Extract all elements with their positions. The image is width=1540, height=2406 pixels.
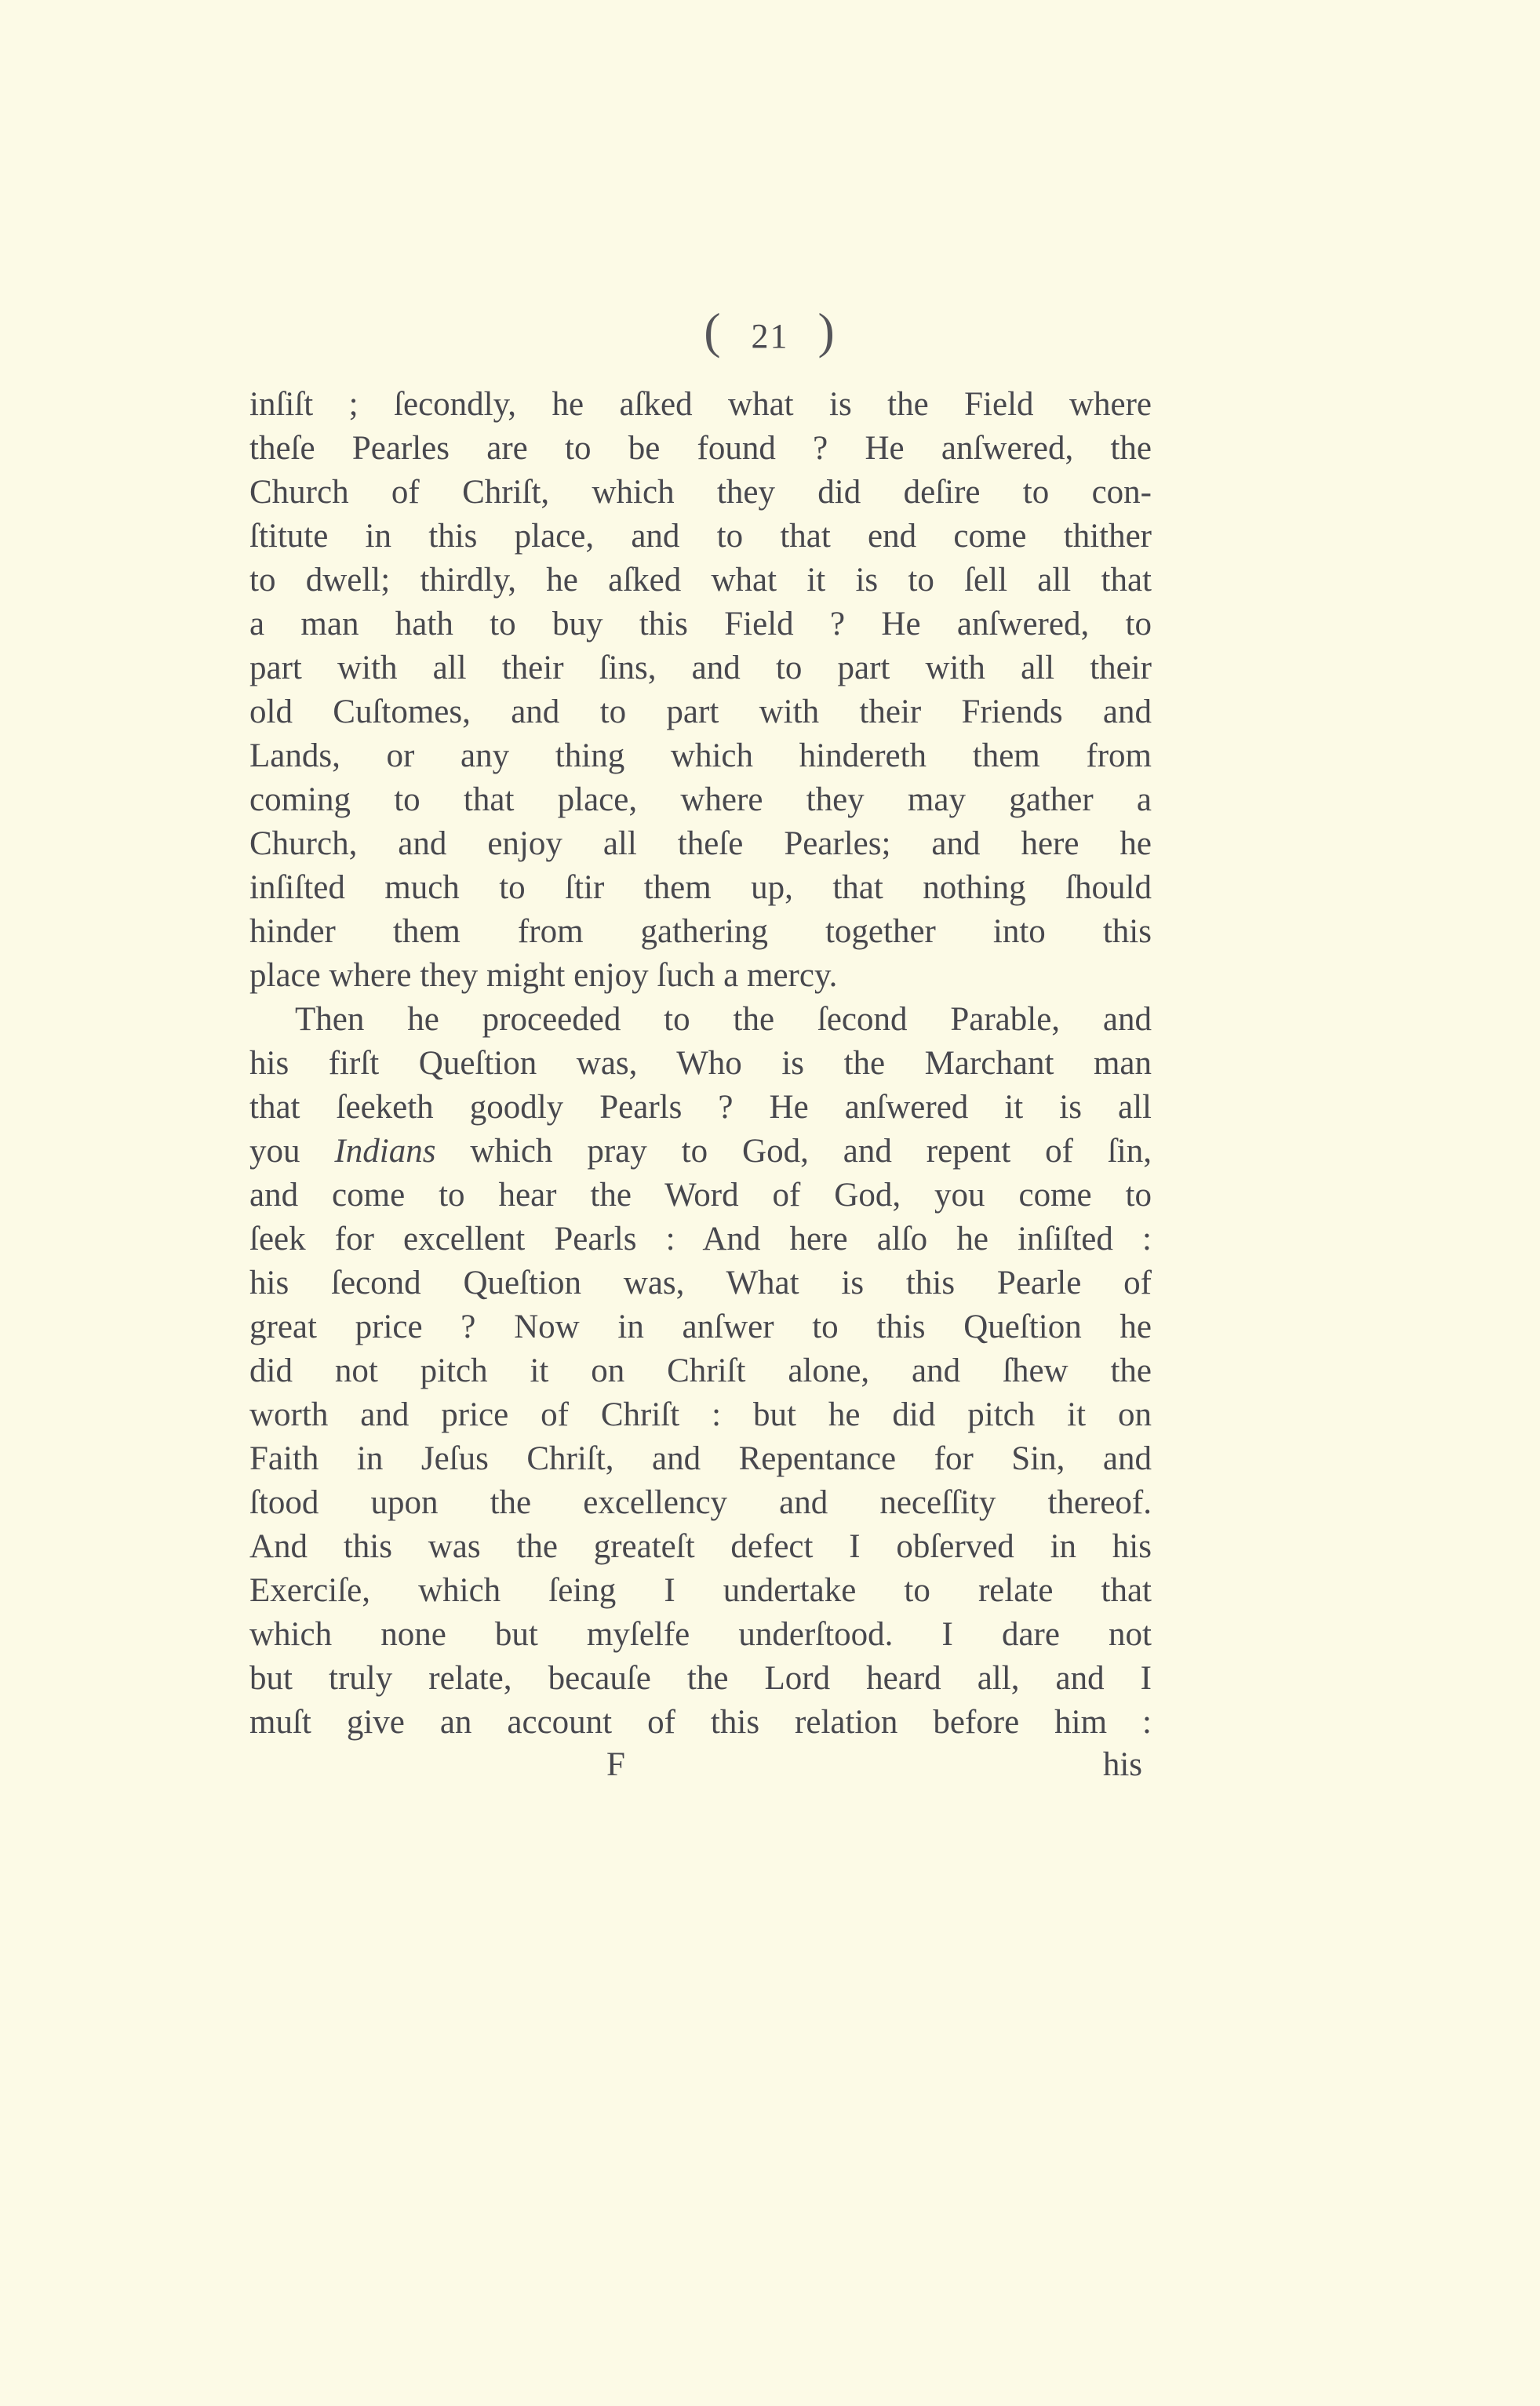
text-line: hinder them from gathering together into this [249, 913, 1152, 950]
text-line: and come to hear the Word of God, you come to [249, 1177, 1152, 1214]
text-line: that ſeeketh goodly Pearls ? He anſwered it is all [249, 1089, 1152, 1126]
text-line: but truly relate, becauſe the Lord heard all, and I [249, 1660, 1152, 1697]
text-line: theſe Pearles are to be found ? He anſwered, the [249, 430, 1152, 467]
text-line: his ſecond Queſtion was, What is this Pearle of [249, 1265, 1152, 1301]
text-line: ſeek for excellent Pearls : And here alſo he inſiſted : [249, 1221, 1152, 1258]
text-line: which none but myſelfe underſtood. I dare not [249, 1616, 1152, 1653]
text-line: muſt give an account of this relation before him : [249, 1704, 1152, 1741]
text-line: his firſt Queſtion was, Who is the Marchant man [249, 1045, 1152, 1082]
text-line: Lands, or any thing which hindereth them from [249, 737, 1152, 774]
page-footer [249, 1743, 1152, 1787]
catchword: his [1102, 1746, 1142, 1783]
text-line: And this was the greateſt defect I obſerved in his [249, 1528, 1152, 1565]
text-line: Church of Chriſt, which they did deſire to con- [249, 474, 1152, 511]
text-line: coming to that place, where they may gather a [249, 781, 1152, 818]
text-line: a man hath to buy this Field ? He anſwered, to [249, 606, 1152, 642]
open-paren: ( [704, 303, 723, 359]
text-line: inſiſt ; ſecondly, he aſked what is the Field where [249, 386, 1152, 423]
text-line: Then he proceeded to the ſecond Parable, and [295, 1001, 1152, 1038]
text-segment: which pray to God, and repent of ſin, [435, 1133, 1152, 1170]
text-line: Exerciſe, which ſeing I undertake to relate that [249, 1572, 1152, 1609]
text-line: did not pitch it on Chriſt alone, and ſhew the [249, 1352, 1152, 1389]
text-line: to dwell; thirdly, he aſked what it is to ſell all that [249, 562, 1152, 599]
text-line: Faith in Jeſus Chriſt, and Repentance for Sin, and [249, 1440, 1152, 1477]
text-line: old Cuſtomes, and to part with their Friends and [249, 693, 1152, 730]
text-line: worth and price of Chriſt : but he did pitch it on [249, 1396, 1152, 1433]
text-line: Church, and enjoy all theſe Pearles; and here he [249, 825, 1152, 862]
signature-mark: F [606, 1746, 625, 1783]
text-line: ſtitute in this place, and to that end come thither [249, 518, 1152, 555]
close-paren: ) [817, 303, 836, 359]
text-line: ſtood upon the excellency and neceſſity thereof. [249, 1484, 1152, 1521]
text-line: great price ? Now in anſwer to this Queſtion he [249, 1309, 1152, 1345]
text-line: part with all their ſins, and to part with all their [249, 650, 1152, 686]
text-line: place where they might enjoy ſuch a mercy. [249, 957, 838, 994]
page-number-value: 21 [751, 317, 789, 355]
page-number [0, 302, 1540, 360]
body-text [249, 383, 1152, 1745]
text-segment: you [249, 1133, 335, 1170]
italic-word: Indians [334, 1133, 436, 1170]
text-line: inſiſted much to ſtir them up, that nothing ſhould [249, 869, 1152, 906]
text-line [249, 1130, 1152, 1174]
